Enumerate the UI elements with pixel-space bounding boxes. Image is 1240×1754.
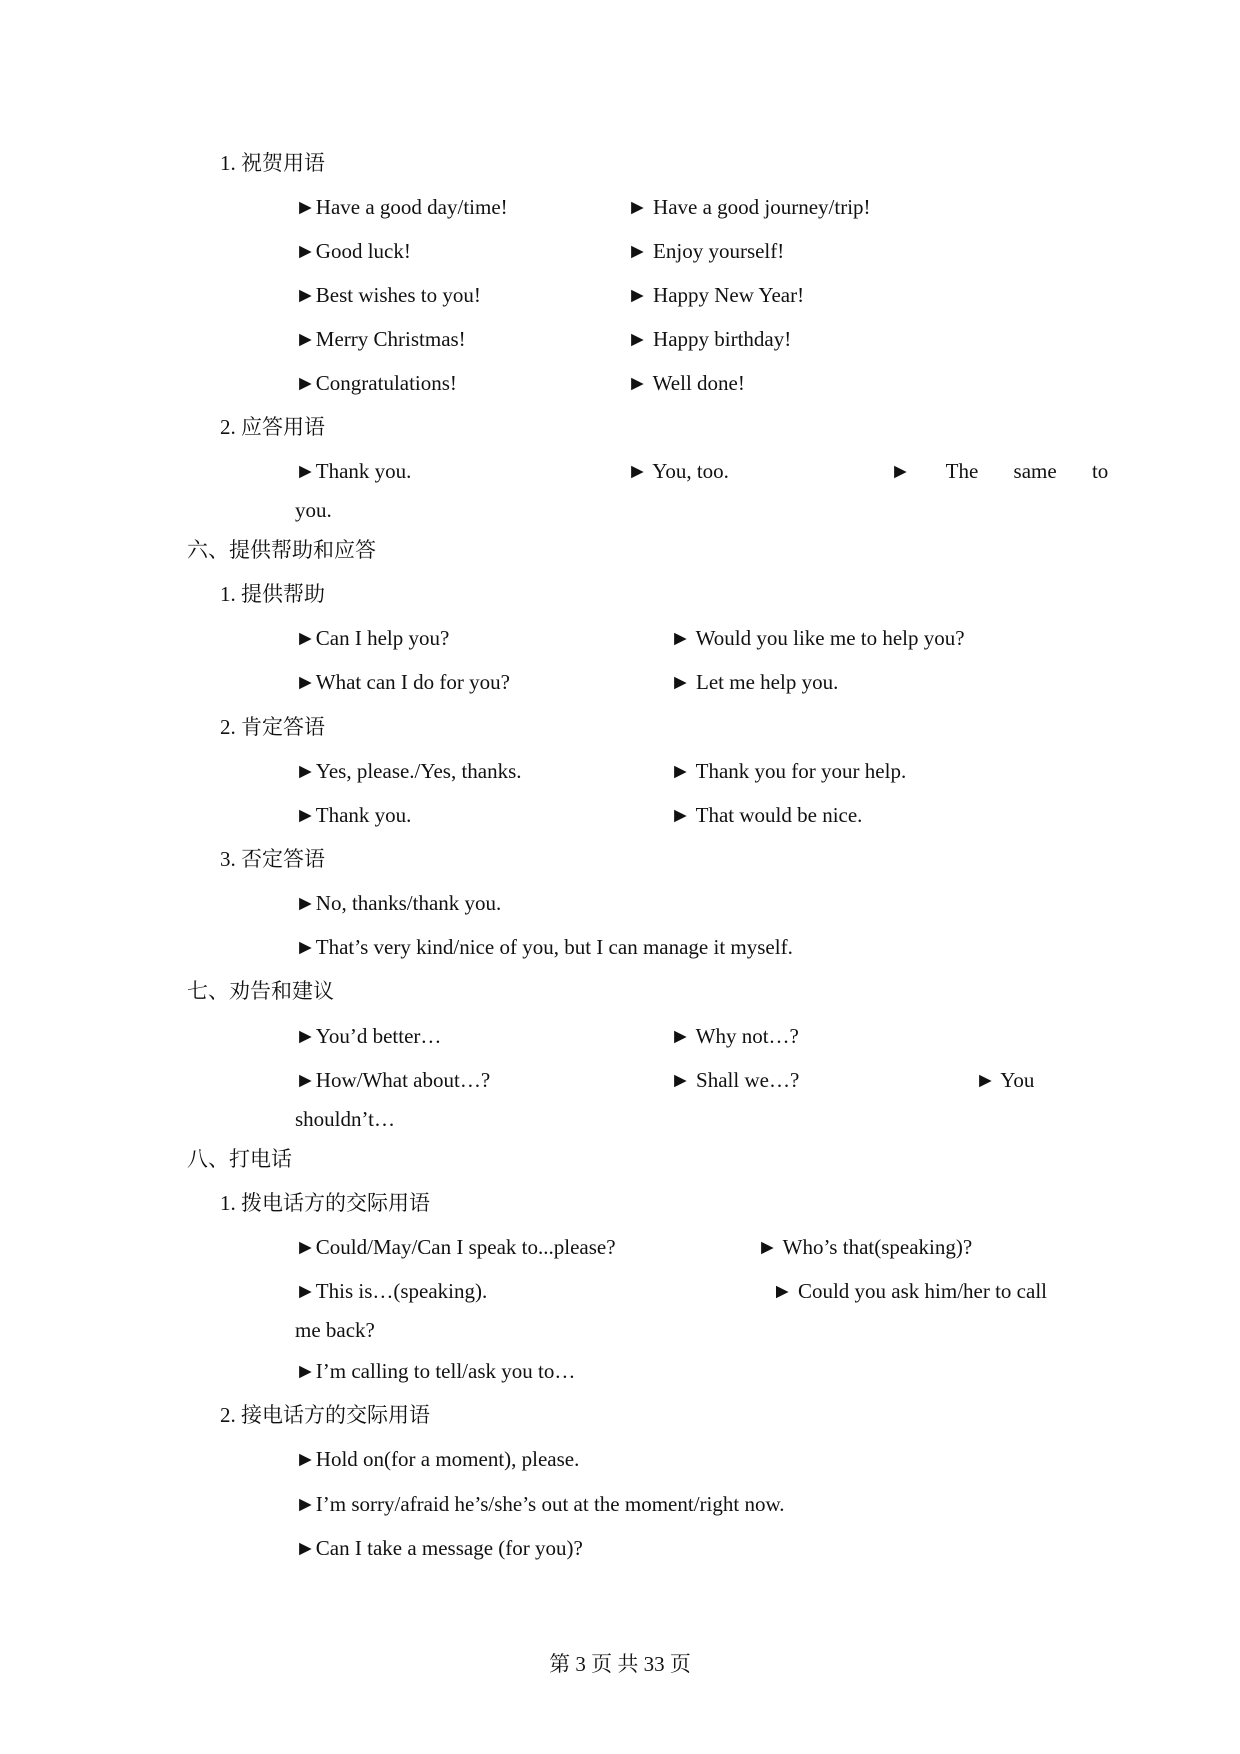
phrase-item: ►Hold on(for a moment), please. — [295, 1447, 580, 1471]
phrase-item: ►Good luck! — [295, 239, 411, 263]
phrase-item: ►Best wishes to you! — [295, 283, 481, 307]
phrase-item: ►How/What about…? — [295, 1068, 491, 1092]
heading-responses: 2. 应答用语 — [220, 415, 325, 439]
phrase-item: ► Thank you for your help. — [670, 759, 907, 783]
phrase-item: ►Congratulations! — [295, 371, 457, 395]
phrase-item: ► Have a good journey/trip! — [627, 195, 871, 219]
phrase-item-continuation: you. — [295, 498, 332, 522]
section-heading-phone-calls: 八、打电话 — [187, 1147, 292, 1171]
heading-congratulations: 1. 祝贺用语 — [220, 151, 325, 175]
phrase-item: ► Well done! — [627, 371, 745, 395]
phrase-item: ► Why not…? — [670, 1024, 799, 1048]
phrase-item: ►Merry Christmas! — [295, 327, 466, 351]
phrase-item: ►Thank you. — [295, 459, 412, 483]
heading-negative-answers: 3. 否定答语 — [220, 847, 325, 871]
phrase-item: ► Who’s that(speaking)? — [757, 1235, 973, 1259]
heading-offering-help: 1. 提供帮助 — [220, 582, 325, 606]
phrase-item-continuation: me back? — [295, 1318, 375, 1342]
phrase-item: ►Could/May/Can I speak to...please? — [295, 1235, 616, 1259]
phrase-item: ► Enjoy yourself! — [627, 239, 785, 263]
phrase-item: ► Shall we…? — [670, 1068, 800, 1092]
phrase-item: ► Would you like me to help you? — [670, 626, 965, 650]
phrase-item: ►I’m calling to tell/ask you to… — [295, 1359, 576, 1383]
phrase-item: ► You — [975, 1068, 1035, 1092]
section-heading-offering-help: 六、提供帮助和应答 — [187, 538, 376, 562]
phrase-item: ►That’s very kind/nice of you, but I can manage it myself. — [295, 935, 793, 959]
phrase-item: ► You, too. — [627, 459, 729, 483]
phrase-item: ►I’m sorry/afraid he’s/she’s out at the moment/right now. — [295, 1492, 785, 1516]
phrase-item: ►What can I do for you? — [295, 670, 510, 694]
heading-receiver-phrases: 2. 接电话方的交际用语 — [220, 1403, 430, 1427]
phrase-item: ►Yes, please./Yes, thanks. — [295, 759, 522, 783]
phrase-item: ► That would be nice. — [670, 803, 863, 827]
phrase-item: ► Let me help you. — [670, 670, 839, 694]
phrase-item: ►You’d better… — [295, 1024, 442, 1048]
phrase-item-continuation: shouldn’t… — [295, 1107, 395, 1131]
phrase-item: ►No, thanks/thank you. — [295, 891, 502, 915]
phrase-item: ►Can I help you? — [295, 626, 450, 650]
phrase-item: ► Happy birthday! — [627, 327, 792, 351]
heading-caller-phrases: 1. 拨电话方的交际用语 — [220, 1191, 430, 1215]
phrase-item: ►Have a good day/time! — [295, 195, 508, 219]
phrase-item: ►Thank you. — [295, 803, 412, 827]
phrase-row — [295, 1278, 1047, 1304]
phrase-item: ► Happy New Year! — [627, 283, 805, 307]
phrase-item: ►This is…(speaking). — [295, 1279, 488, 1303]
section-heading-advice: 七、劝告和建议 — [187, 979, 334, 1003]
phrase-item: ► Could you ask him/her to call — [771, 1279, 1047, 1303]
page-footer: 第 3 页 共 33 页 — [549, 1652, 691, 1676]
phrase-item: ► The same to — [890, 459, 1109, 483]
heading-positive-answers: 2. 肯定答语 — [220, 715, 325, 739]
phrase-item: ►Can I take a message (for you)? — [295, 1536, 583, 1560]
